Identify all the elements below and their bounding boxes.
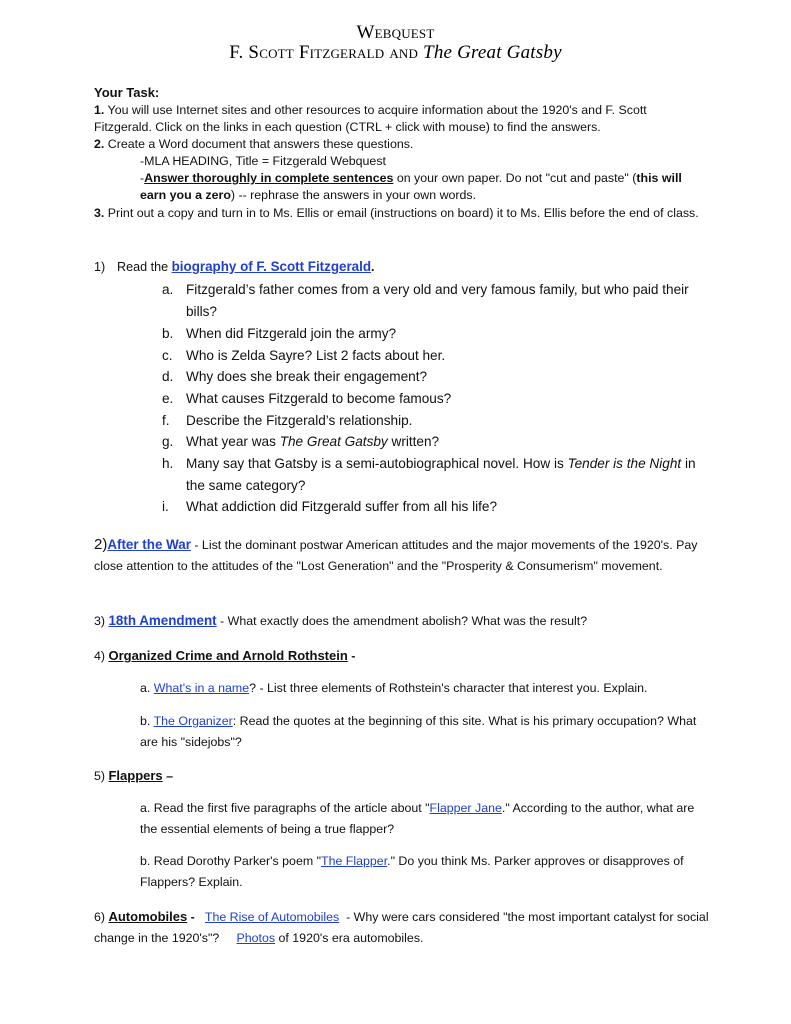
item-letter: f.	[162, 413, 170, 428]
item-letter: a.	[162, 282, 174, 297]
zero-rest: ) -- rephrase the answers in your own words.	[230, 188, 477, 202]
question-3-text: - What exactly does the amendment abolish? What was the result?	[216, 614, 588, 628]
question-2-number: 2)	[94, 536, 108, 553]
h-pre: Many say that Gatsby is a semi-autobiographical novel. How is	[186, 456, 568, 471]
task-step-1	[94, 102, 704, 136]
item-letter: e.	[162, 391, 174, 406]
item-letter: h.	[162, 456, 174, 471]
step-3-text: Print out a copy and turn in to Ms. Ellis or email (instructions on board) it to Ms. Ellis before the end of class.	[104, 206, 699, 220]
answer-rest: on your own paper. Do not "cut and paste" (	[393, 171, 637, 185]
step-2-text: Create a Word document that answers these questions.	[104, 137, 414, 151]
automobiles-heading: Automobiles	[108, 909, 188, 924]
item-letter: d.	[162, 369, 174, 384]
heading-dash: –	[162, 769, 173, 783]
task-step-3	[94, 205, 704, 222]
the-flapper-link[interactable]: The Flapper	[321, 854, 388, 868]
page-subtitle	[0, 42, 791, 64]
instruction-dash: -	[140, 171, 145, 185]
q5b-prefix: b. Read Dorothy Parker's poem "	[140, 854, 322, 868]
question-6	[94, 906, 714, 949]
question-4b	[140, 711, 700, 753]
zero-warning: this will earn you a zero	[140, 171, 682, 202]
whats-in-a-name-link[interactable]: What's in a name	[153, 681, 250, 695]
question-2-text: - List the dominant postwar American attitudes and the major movements of the 1920's. Pay close attention to the attitudes of the "Lost Generation" and the "Prosperity & Consumerism" movement.	[94, 538, 698, 573]
g-italic-title: The Great Gatsby	[279, 434, 388, 449]
question-6-text: - Why were cars considered "the most important catalyst for social change in the 1920's"?	[94, 910, 713, 945]
question-6-tail: of 1920's era automobiles.	[275, 931, 424, 945]
heading-dash: -	[187, 910, 199, 924]
question-3	[94, 610, 714, 632]
question-4-number: 4)	[94, 649, 109, 663]
item-letter: b.	[162, 326, 174, 341]
item-text: What causes Fitzgerald to become famous?	[186, 391, 452, 406]
task-heading: Your Task:	[94, 85, 160, 100]
flapper-jane-link[interactable]: Flapper Jane	[429, 801, 502, 815]
q1-prefix: Read the	[117, 260, 172, 274]
question-2	[94, 534, 704, 577]
question-5-number: 5)	[94, 769, 109, 783]
item-text: When did Fitzgerald join the army?	[186, 326, 397, 341]
task-step-2	[94, 136, 704, 153]
18th-amendment-link[interactable]: 18th Amendment	[108, 613, 217, 628]
item-letter: g.	[162, 434, 174, 449]
item-text	[186, 431, 706, 453]
question-5-heading	[94, 765, 704, 787]
question-4a	[140, 678, 700, 699]
question-6-number: 6)	[94, 910, 109, 924]
item-letter: c.	[162, 348, 173, 363]
item-text: Fitzgerald’s father comes from a very old and very famous family, but who paid their bills?	[186, 282, 689, 319]
flappers-heading: Flappers	[108, 768, 163, 783]
item-text: Who is Zelda Sayre? List 2 facts about her.	[186, 348, 446, 363]
answer-bold: Answer thoroughly in complete sentences	[144, 171, 394, 185]
q4a-text: ? - List three elements of Rothstein's character that interest you. Explain.	[249, 681, 648, 695]
item-text	[186, 453, 706, 497]
item-letter: i.	[162, 499, 169, 514]
page-title: Webquest	[356, 22, 435, 43]
mla-heading-note: -MLA HEADING, Title = Fitzgerald Webquest	[140, 154, 386, 168]
question-1-number: 1)	[94, 260, 106, 274]
question-5a	[140, 798, 700, 840]
q1-suffix: .	[371, 260, 375, 274]
h-italic-title: Tender is the Night	[567, 456, 682, 471]
question-5b	[140, 851, 710, 893]
subtitle-italic: The Great Gatsby	[423, 42, 562, 63]
q4a-prefix: a.	[140, 681, 154, 695]
after-the-war-link[interactable]: After the War	[107, 537, 191, 552]
item-text: Why does she break their engagement?	[186, 369, 428, 384]
step-1-text: You will use Internet sites and other resources to acquire information about the 1920's and F. Scott Fitzgerald. Click on the links in each question (CTRL + click with mouse) to find the answers.	[94, 103, 647, 134]
item-text: Describe the Fitzgerald’s relationship.	[186, 413, 413, 428]
question-4-heading	[94, 645, 704, 667]
q5a-text: ." According to the author, what are the essential elements of being a true flapper?	[140, 801, 695, 836]
answer-instruction	[140, 170, 710, 204]
question-1-prompt	[117, 258, 375, 276]
question-1-list	[162, 279, 722, 519]
g-post: written?	[387, 434, 440, 449]
the-organizer-link[interactable]: The Organizer	[153, 714, 233, 728]
rise-of-automobiles-link[interactable]: The Rise of Automobiles	[204, 910, 340, 924]
g-pre: What year was	[186, 434, 280, 449]
item-text: What addiction did Fitzgerald suffer from all his life?	[186, 499, 498, 514]
question-3-number: 3)	[94, 614, 109, 628]
h-post: in the same category?	[186, 456, 696, 493]
heading-dash: -	[347, 649, 356, 663]
step-3-number: 3.	[94, 206, 105, 220]
q5b-text: ." Do you think Ms. Parker approves or disapproves of Flappers? Explain.	[140, 854, 684, 889]
photos-link[interactable]: Photos	[236, 931, 276, 945]
subtitle-plain: F. Scott Fitzgerald and	[229, 42, 424, 63]
step-2-number: 2.	[94, 137, 105, 151]
step-1-number: 1.	[94, 103, 105, 117]
q5a-prefix: a. Read the first five paragraphs of the article about "	[140, 801, 430, 815]
q4b-text: : Read the quotes at the beginning of this site. What is his primary occupation? What are his "sidejobs"?	[140, 714, 697, 749]
organized-crime-heading: Organized Crime and Arnold Rothstein	[108, 648, 348, 663]
biography-link[interactable]: biography of F. Scott Fitzgerald	[171, 259, 371, 274]
q4b-prefix: b.	[140, 714, 154, 728]
